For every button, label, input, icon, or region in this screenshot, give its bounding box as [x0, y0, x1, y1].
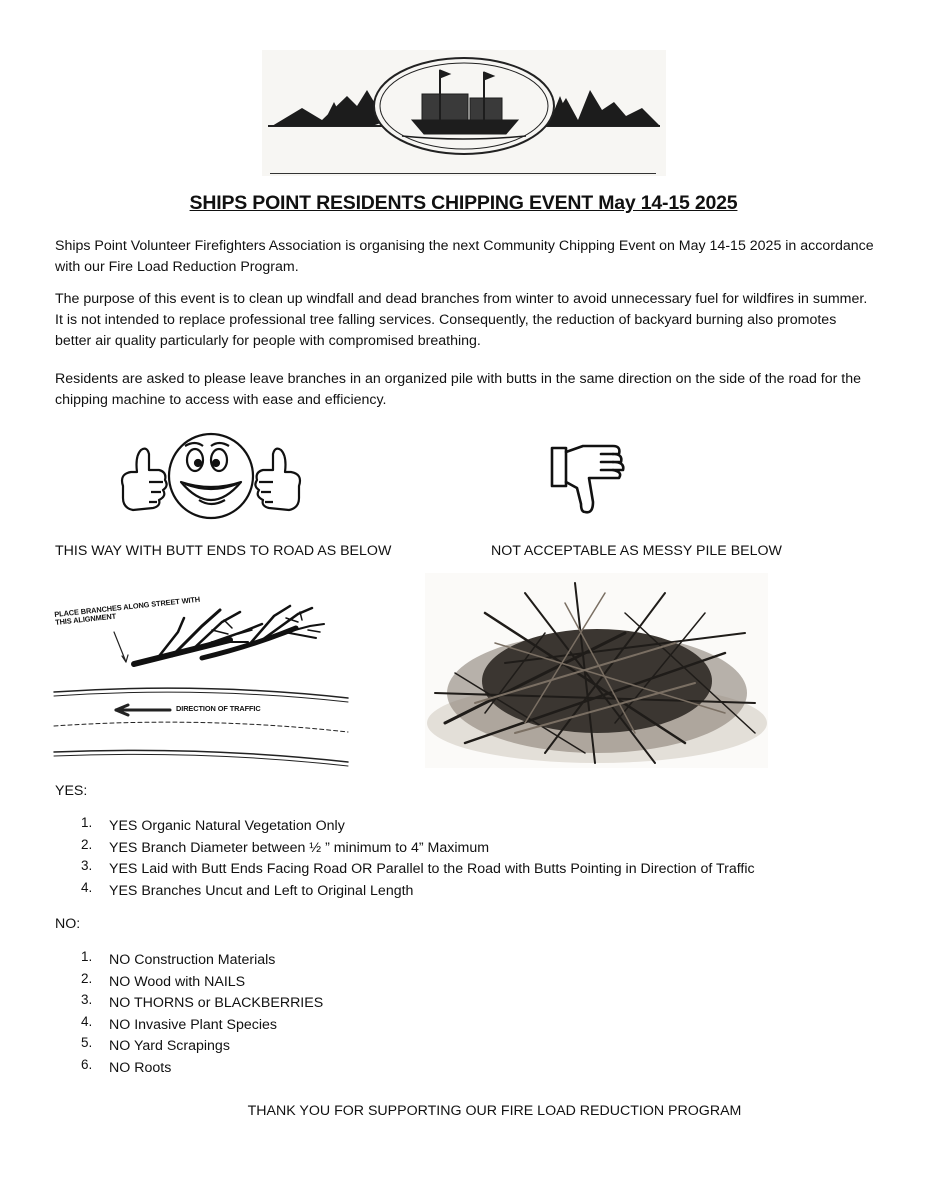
no-section-label: NO: [55, 916, 81, 932]
branch-alignment-diagram [52, 602, 352, 770]
ship-and-trees-logo [262, 50, 666, 176]
purpose-paragraph: The purpose of this event is to clean up windfall and dead branches from winter to avoid unnecessary fuel for wildfires in summer. It is not intended to replace professional tree falling services. Consequently, the reduction of backyard burning also promotes better air quality particularly for people with compromised breathing. [55, 291, 868, 349]
intro-paragraph: Ships Point Volunteer Firefighters Association is organising the next Community Chipping Event on May 14-15 2025 in accordance with our Fire Load Reduction Program. [55, 238, 874, 275]
yes-section-label: YES: [55, 783, 88, 799]
logo-divider [270, 173, 656, 174]
instructions-paragraph: Residents are asked to please leave branches in an organized pile with butts in the same direction on the side of the road for the chipping machine to access with ease and efficiency. [55, 371, 862, 408]
not-acceptable-caption: NOT ACCEPTABLE AS MESSY PILE BELOW [491, 543, 782, 559]
acceptable-caption: THIS WAY WITH BUTT ENDS TO ROAD AS BELOW [55, 543, 392, 559]
footer-thanks: THANK YOU FOR SUPPORTING OUR FIRE LOAD REDUCTION PROGRAM [247, 1103, 742, 1119]
alignment-label: PLACE BRANCHES ALONG STREET WITH THIS ALIGNMENT [53, 594, 201, 627]
page-title: SHIPS POINT RESIDENTS CHIPPING EVENT May 14-15 2025 [189, 192, 738, 214]
traffic-direction-label: DIRECTION OF TRAFFIC [176, 704, 261, 713]
smiley-thumbs-up-icon [115, 430, 307, 522]
thumbs-down-icon [549, 442, 631, 518]
messy-branch-pile-image [425, 573, 768, 768]
